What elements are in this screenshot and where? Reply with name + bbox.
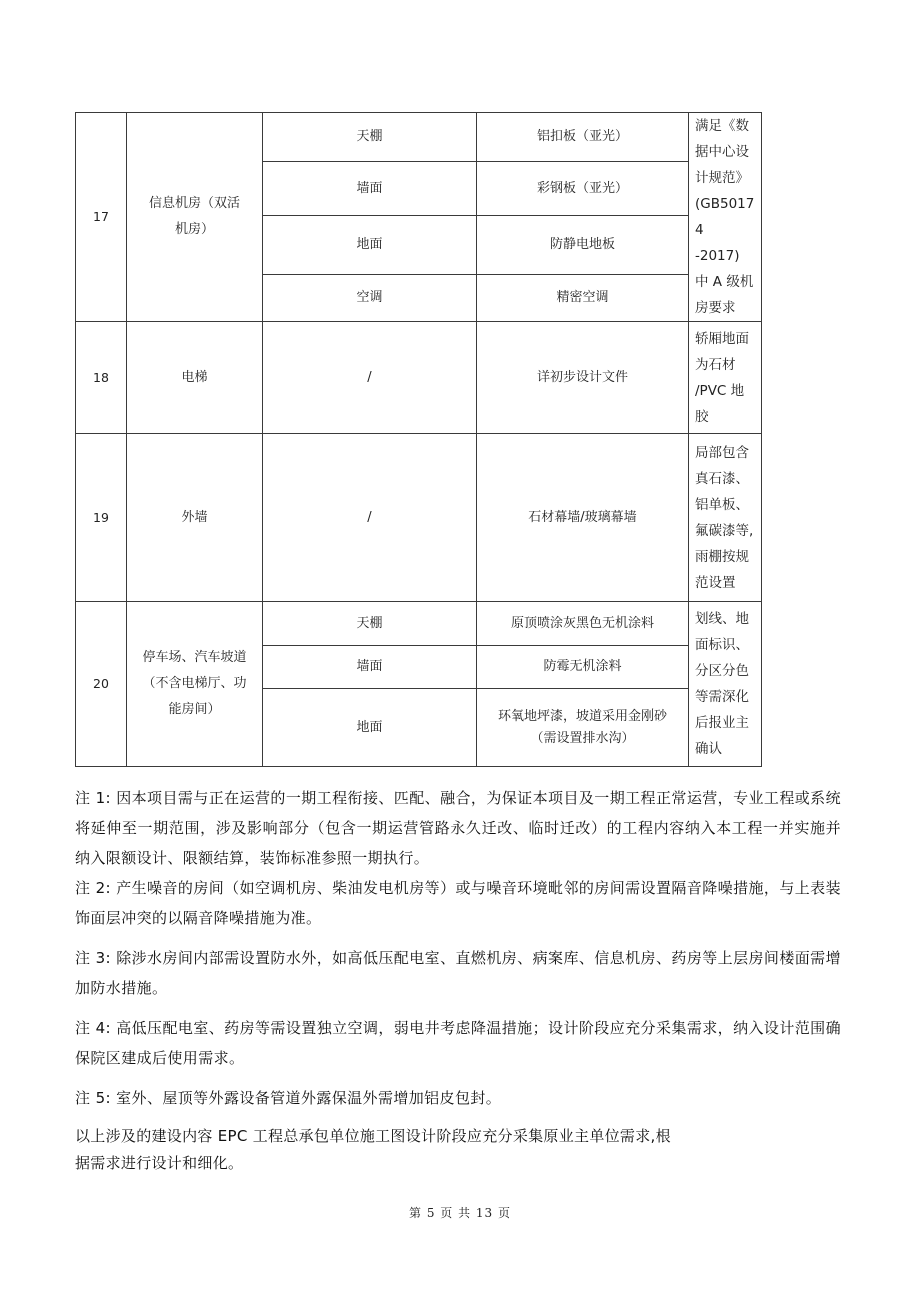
note-label: 注 4: bbox=[75, 1019, 112, 1037]
note-line: 房要求 bbox=[695, 300, 736, 316]
area-cell: 外墙 bbox=[127, 434, 263, 602]
note-line: 后报业主 bbox=[695, 715, 749, 731]
area-cell bbox=[127, 113, 263, 322]
material-cell bbox=[477, 689, 689, 767]
note-line: /PVC 地 bbox=[695, 382, 745, 399]
notes-cell bbox=[689, 322, 762, 434]
area-line: 信息机房（双活 bbox=[148, 196, 240, 211]
part-cell: 墙面 bbox=[263, 162, 477, 216]
material-line: （需设置排水沟） bbox=[530, 730, 635, 746]
row-number: 17 bbox=[76, 113, 127, 322]
note-label: 注 2: bbox=[75, 879, 112, 897]
row-number: 20 bbox=[76, 602, 127, 767]
row-number: 19 bbox=[76, 434, 127, 602]
part-cell: 墙面 bbox=[263, 646, 477, 689]
area-line: 停车场、汽车坡道 bbox=[142, 650, 247, 665]
notes-cell bbox=[689, 602, 762, 767]
note-text: 室外、屋顶等外露设备管道外露保温外需增加铝皮包封。 bbox=[116, 1089, 502, 1107]
decoration-standard-table bbox=[75, 112, 762, 767]
note-line: -2017) bbox=[695, 248, 740, 264]
note-line: 划线、地 bbox=[695, 611, 749, 627]
summary-line: 以上涉及的建设内容 EPC 工程总承包单位施工图设计阶段应充分采集原业主单位需求,根 bbox=[75, 1127, 671, 1145]
area-cell bbox=[127, 602, 263, 767]
part-cell: 天棚 bbox=[263, 602, 477, 646]
area-line: 能房间） bbox=[168, 702, 221, 717]
part-cell: / bbox=[263, 322, 477, 434]
note-text: 除涉水房间内部需设置防水外，如高低压配电室、直燃机房、病案库、信息机房、药房等上层房间楼面需增加防水措施。 bbox=[75, 949, 842, 997]
table-row bbox=[76, 434, 762, 602]
area-line: （不含电梯厅、功 bbox=[142, 676, 247, 691]
note-line: 等需深化 bbox=[695, 689, 749, 705]
note-label: 注 1: bbox=[75, 789, 112, 807]
page-footer: 第 5 页 共 13 页 bbox=[409, 1206, 511, 1220]
table-row bbox=[76, 322, 762, 434]
material-cell: 原顶喷涂灰黑色无机涂料 bbox=[477, 602, 689, 646]
row-number: 18 bbox=[76, 322, 127, 434]
material-cell: 铝扣板（亚光） bbox=[477, 113, 689, 162]
area-cell: 电梯 bbox=[127, 322, 263, 434]
material-cell: 防霉无机涂料 bbox=[477, 646, 689, 689]
note-line: 范设置 bbox=[695, 574, 736, 591]
material-cell: 防静电地板 bbox=[477, 215, 689, 274]
summary-paragraph bbox=[75, 1123, 841, 1177]
note-line: 计规范》 bbox=[695, 170, 749, 186]
note-line: (GB50174 bbox=[695, 196, 755, 238]
material-cell: 精密空调 bbox=[477, 274, 689, 321]
note-text: 高低压配电室、药房等需设置独立空调，弱电井考虑降温措施；设计阶段应充分采集需求，纳入设计范围确保院区建成后使用需求。 bbox=[75, 1019, 842, 1067]
note-text: 产生噪音的房间（如空调机房、柴油发电机房等）或与噪音环境毗邻的房间需设置隔音降噪措施，与上表装饰面层冲突的以隔音降噪措施为准。 bbox=[75, 879, 842, 927]
material-line: 环氧地坪漆，坡道采用金刚砂 bbox=[497, 708, 667, 724]
notes-cell bbox=[689, 434, 762, 602]
material-cell: 彩钢板（亚光） bbox=[477, 162, 689, 216]
note-line: 胶 bbox=[695, 408, 709, 425]
part-cell: 天棚 bbox=[263, 113, 477, 162]
note-label: 注 5: bbox=[75, 1089, 111, 1107]
note-line: 据中心设 bbox=[695, 144, 749, 160]
note-label: 注 3: bbox=[75, 949, 112, 967]
note-line: 局部包含 bbox=[695, 444, 749, 461]
table-row bbox=[76, 602, 762, 646]
note-line: 轿厢地面 bbox=[695, 330, 749, 347]
material-cell: 详初步设计文件 bbox=[477, 322, 689, 434]
note-paragraph bbox=[75, 943, 841, 1003]
note-line: 铝单板、 bbox=[695, 496, 749, 513]
note-paragraph bbox=[75, 873, 841, 933]
note-line: 分区分色 bbox=[695, 663, 749, 679]
material-cell: 石材幕墙/玻璃幕墙 bbox=[477, 434, 689, 602]
note-line: 中 A 级机 bbox=[695, 274, 754, 290]
part-cell: 地面 bbox=[263, 689, 477, 767]
note-line: 确认 bbox=[695, 741, 722, 757]
note-line: 真石漆、 bbox=[695, 470, 749, 487]
note-line: 满足《数 bbox=[695, 118, 749, 134]
notes-cell bbox=[689, 113, 762, 322]
part-cell: 空调 bbox=[263, 274, 477, 321]
note-paragraph bbox=[75, 783, 841, 873]
note-paragraph bbox=[75, 1013, 841, 1073]
area-line: 机房） bbox=[174, 222, 214, 237]
part-cell: / bbox=[263, 434, 477, 602]
note-text: 因本项目需与正在运营的一期工程衔接、匹配、融合，为保证本项目及一期工程正常运营，专业工程或系统将延伸至一期范围，涉及影响部分（包含一期运营管路永久迁改、临时迁改）的工程内容纳入本工程一并实施并纳入限额设计、限额结算，装饰标准参照一期执行。 bbox=[75, 789, 842, 867]
notes-section bbox=[75, 783, 841, 1177]
table-row bbox=[76, 113, 762, 162]
note-line: 雨棚按规 bbox=[695, 548, 749, 565]
summary-line: 据需求进行设计和细化。 bbox=[75, 1154, 244, 1172]
note-line: 氟碳漆等, bbox=[695, 522, 754, 539]
note-line: 面标识、 bbox=[695, 637, 749, 653]
note-paragraph bbox=[75, 1083, 841, 1113]
note-line: 为石材 bbox=[695, 356, 736, 373]
part-cell: 地面 bbox=[263, 215, 477, 274]
